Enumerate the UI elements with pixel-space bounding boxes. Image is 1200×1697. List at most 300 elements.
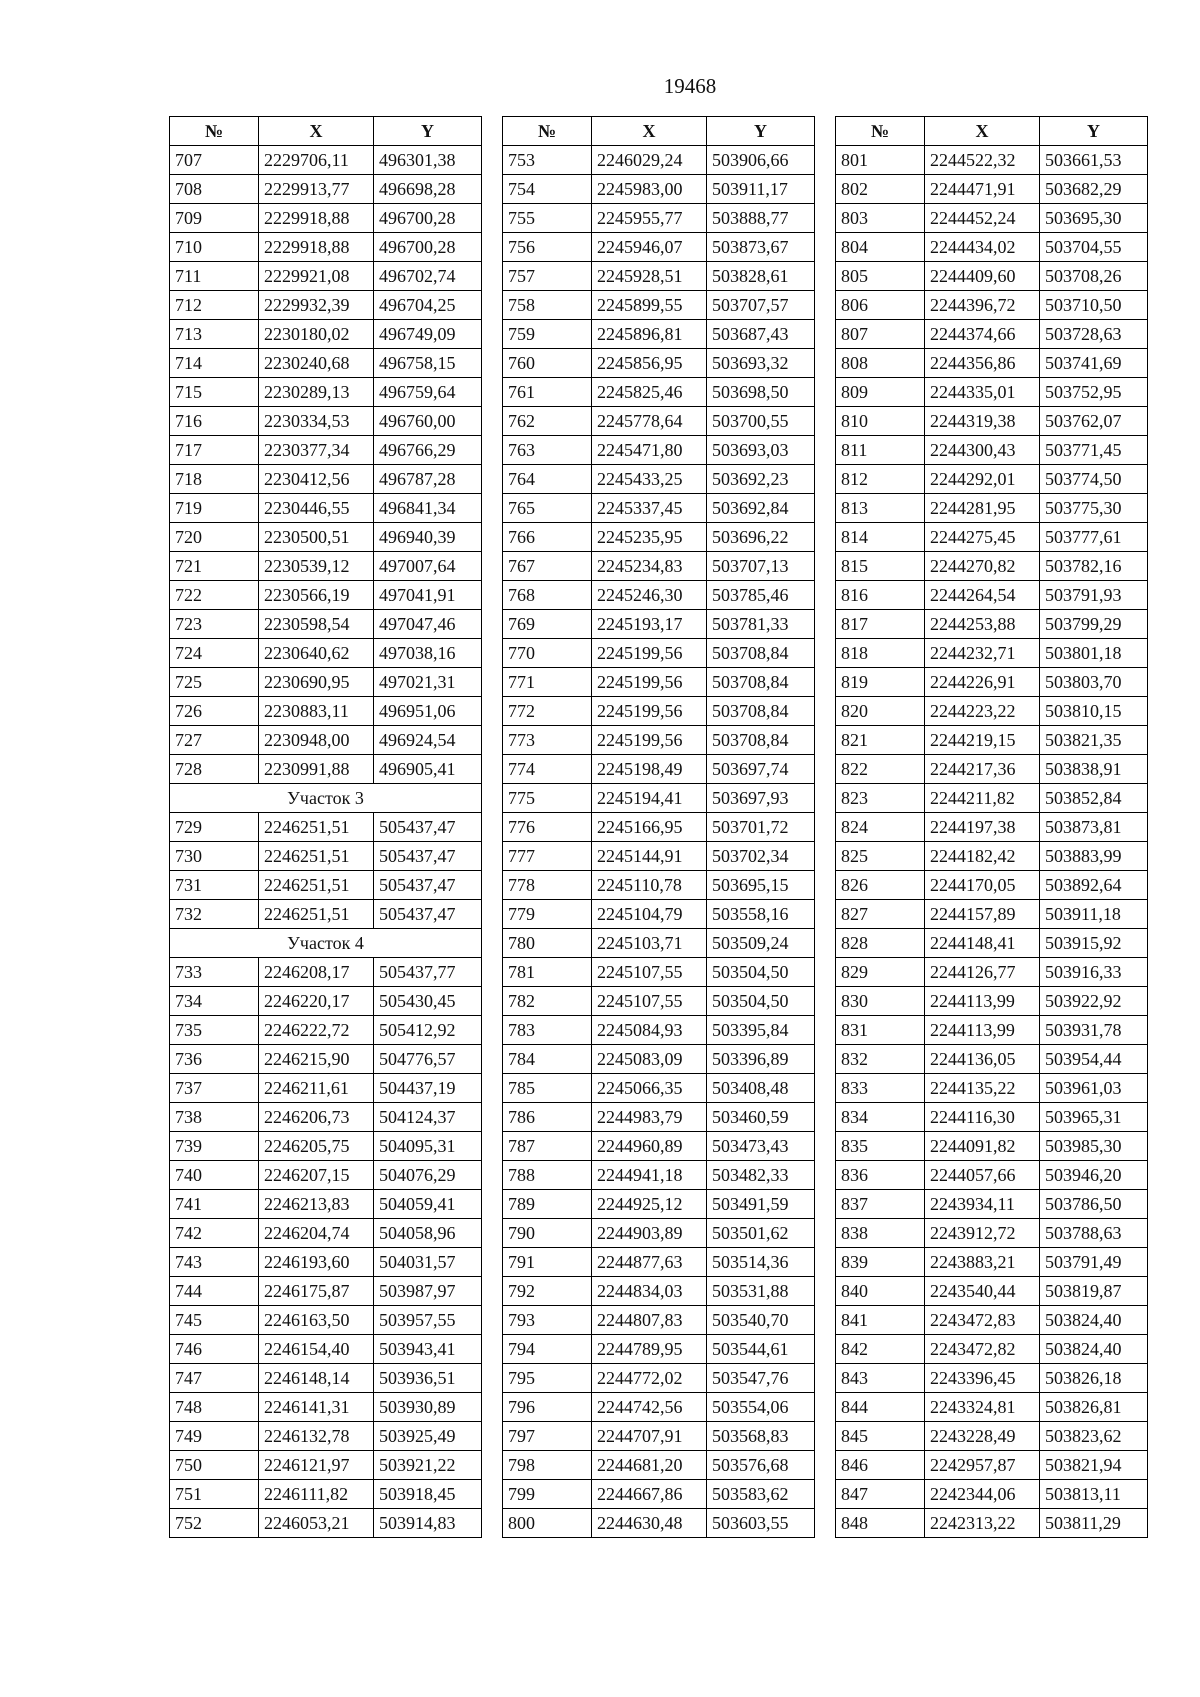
- x-coordinate-cell: 2246132,78: [259, 1422, 374, 1451]
- x-coordinate-cell: 2245144,91: [592, 842, 707, 871]
- point-number-cell: 812: [836, 465, 925, 494]
- table-row: [503, 262, 815, 291]
- point-number-cell: 763: [503, 436, 592, 465]
- x-coordinate-cell: 2245199,56: [592, 726, 707, 755]
- point-number-cell: 817: [836, 610, 925, 639]
- point-number-cell: 719: [170, 494, 259, 523]
- y-coordinate-cell: 503682,29: [1040, 175, 1148, 204]
- table-row: [503, 1422, 815, 1451]
- table-row: [170, 407, 482, 436]
- point-number-cell: 846: [836, 1451, 925, 1480]
- table-row: [170, 1277, 482, 1306]
- y-coordinate-cell: 503799,29: [1040, 610, 1148, 639]
- y-coordinate-cell: 503540,70: [707, 1306, 815, 1335]
- point-number-cell: 733: [170, 958, 259, 987]
- x-coordinate-cell: 2244807,83: [592, 1306, 707, 1335]
- table-row: [170, 1219, 482, 1248]
- table-row: [836, 1335, 1148, 1364]
- y-coordinate-cell: 503704,55: [1040, 233, 1148, 262]
- y-coordinate-cell: 503811,29: [1040, 1509, 1148, 1538]
- table-row: [503, 1161, 815, 1190]
- x-coordinate-cell: 2243228,49: [925, 1422, 1040, 1451]
- table-row: [503, 407, 815, 436]
- table-row: [503, 842, 815, 871]
- y-coordinate-cell: 503697,93: [707, 784, 815, 813]
- x-coordinate-cell: 2244197,38: [925, 813, 1040, 842]
- y-coordinate-cell: 503707,57: [707, 291, 815, 320]
- y-coordinate-cell: 503693,03: [707, 436, 815, 465]
- y-coordinate-cell: 503791,49: [1040, 1248, 1148, 1277]
- y-coordinate-cell: 503918,45: [374, 1480, 482, 1509]
- y-coordinate-cell: 503852,84: [1040, 784, 1148, 813]
- table-row: [503, 1335, 815, 1364]
- header-y: Y: [1040, 117, 1148, 146]
- point-number-cell: 770: [503, 639, 592, 668]
- x-coordinate-cell: 2244319,38: [925, 407, 1040, 436]
- x-coordinate-cell: 2244232,71: [925, 639, 1040, 668]
- x-coordinate-cell: 2245110,78: [592, 871, 707, 900]
- table-row: [170, 1393, 482, 1422]
- y-coordinate-cell: 503954,44: [1040, 1045, 1148, 1074]
- y-coordinate-cell: 503930,89: [374, 1393, 482, 1422]
- point-number-cell: 725: [170, 668, 259, 697]
- x-coordinate-cell: 2230289,13: [259, 378, 374, 407]
- point-number-cell: 840: [836, 1277, 925, 1306]
- table-row: [836, 1509, 1148, 1538]
- y-coordinate-cell: 496758,15: [374, 349, 482, 378]
- table-row: [503, 1451, 815, 1480]
- y-coordinate-cell: 503921,22: [374, 1451, 482, 1480]
- y-coordinate-cell: 503961,03: [1040, 1074, 1148, 1103]
- table-row: [503, 871, 815, 900]
- table-row: [503, 900, 815, 929]
- table-row: [836, 465, 1148, 494]
- table-row: [836, 610, 1148, 639]
- point-number-cell: 712: [170, 291, 259, 320]
- point-number-cell: 794: [503, 1335, 592, 1364]
- point-number-cell: 724: [170, 639, 259, 668]
- x-coordinate-cell: 2245199,56: [592, 639, 707, 668]
- point-number-cell: 717: [170, 436, 259, 465]
- y-coordinate-cell: 503491,59: [707, 1190, 815, 1219]
- table-row: [503, 291, 815, 320]
- point-number-cell: 777: [503, 842, 592, 871]
- point-number-cell: 834: [836, 1103, 925, 1132]
- y-coordinate-cell: 503708,84: [707, 697, 815, 726]
- table-row: [503, 146, 815, 175]
- point-number-cell: 731: [170, 871, 259, 900]
- y-coordinate-cell: 496787,28: [374, 465, 482, 494]
- point-number-cell: 813: [836, 494, 925, 523]
- table-row: [170, 610, 482, 639]
- x-coordinate-cell: 2244925,12: [592, 1190, 707, 1219]
- x-coordinate-cell: 2246251,51: [259, 871, 374, 900]
- table-row: [836, 639, 1148, 668]
- x-coordinate-cell: 2230991,88: [259, 755, 374, 784]
- y-coordinate-cell: 503965,31: [1040, 1103, 1148, 1132]
- section-title: Участок 4: [170, 929, 482, 958]
- x-coordinate-cell: 2245103,71: [592, 929, 707, 958]
- y-coordinate-cell: 504095,31: [374, 1132, 482, 1161]
- x-coordinate-cell: 2230500,51: [259, 523, 374, 552]
- table-row: [836, 1074, 1148, 1103]
- point-number-cell: 832: [836, 1045, 925, 1074]
- point-number-cell: 839: [836, 1248, 925, 1277]
- x-coordinate-cell: 2229918,88: [259, 233, 374, 262]
- y-coordinate-cell: 503791,93: [1040, 581, 1148, 610]
- y-coordinate-cell: 505437,77: [374, 958, 482, 987]
- point-number-cell: 819: [836, 668, 925, 697]
- y-coordinate-cell: 497041,91: [374, 581, 482, 610]
- y-coordinate-cell: 503695,15: [707, 871, 815, 900]
- y-coordinate-cell: 503531,88: [707, 1277, 815, 1306]
- point-number-cell: 815: [836, 552, 925, 581]
- x-coordinate-cell: 2230377,34: [259, 436, 374, 465]
- table-row: [503, 349, 815, 378]
- x-coordinate-cell: 2246163,50: [259, 1306, 374, 1335]
- table-row: [503, 726, 815, 755]
- y-coordinate-cell: 503547,76: [707, 1364, 815, 1393]
- y-coordinate-cell: 503911,17: [707, 175, 815, 204]
- table-row: [836, 146, 1148, 175]
- y-coordinate-cell: 503782,16: [1040, 552, 1148, 581]
- x-coordinate-cell: 2246211,61: [259, 1074, 374, 1103]
- table-row: [836, 262, 1148, 291]
- y-coordinate-cell: 503752,95: [1040, 378, 1148, 407]
- x-coordinate-cell: 2245778,64: [592, 407, 707, 436]
- table-row: [503, 987, 815, 1016]
- table-row: [836, 233, 1148, 262]
- x-coordinate-cell: 2230948,00: [259, 726, 374, 755]
- x-coordinate-cell: 2244281,95: [925, 494, 1040, 523]
- point-number-cell: 843: [836, 1364, 925, 1393]
- point-number-cell: 837: [836, 1190, 925, 1219]
- table-row: [170, 639, 482, 668]
- table-row: [503, 233, 815, 262]
- table-row: [170, 378, 482, 407]
- x-coordinate-cell: 2245235,95: [592, 523, 707, 552]
- table-row: [836, 204, 1148, 233]
- point-number-cell: 741: [170, 1190, 259, 1219]
- point-number-cell: 789: [503, 1190, 592, 1219]
- x-coordinate-cell: 2246251,51: [259, 900, 374, 929]
- header-number: №: [836, 117, 925, 146]
- point-number-cell: 799: [503, 1480, 592, 1509]
- table-row: [170, 581, 482, 610]
- point-number-cell: 711: [170, 262, 259, 291]
- point-number-cell: 714: [170, 349, 259, 378]
- page-number: 19468: [663, 74, 717, 98]
- point-number-cell: 782: [503, 987, 592, 1016]
- table-row: [836, 1045, 1148, 1074]
- y-coordinate-cell: 503826,81: [1040, 1393, 1148, 1422]
- y-coordinate-cell: 503915,92: [1040, 929, 1148, 958]
- point-number-cell: 748: [170, 1393, 259, 1422]
- point-number-cell: 768: [503, 581, 592, 610]
- x-coordinate-cell: 2245166,95: [592, 813, 707, 842]
- x-coordinate-cell: 2244292,01: [925, 465, 1040, 494]
- table-row: [836, 1161, 1148, 1190]
- x-coordinate-cell: 2229918,88: [259, 204, 374, 233]
- x-coordinate-cell: 2245337,45: [592, 494, 707, 523]
- x-coordinate-cell: 2243912,72: [925, 1219, 1040, 1248]
- point-number-cell: 809: [836, 378, 925, 407]
- x-coordinate-cell: 2230539,12: [259, 552, 374, 581]
- table-row: [836, 697, 1148, 726]
- point-number-cell: 716: [170, 407, 259, 436]
- y-coordinate-cell: 496700,28: [374, 233, 482, 262]
- y-coordinate-cell: 503914,83: [374, 1509, 482, 1538]
- x-coordinate-cell: 2245193,17: [592, 610, 707, 639]
- x-coordinate-cell: 2230180,02: [259, 320, 374, 349]
- table-row: [170, 1132, 482, 1161]
- point-number-cell: 797: [503, 1422, 592, 1451]
- point-number-cell: 755: [503, 204, 592, 233]
- table-row: [836, 929, 1148, 958]
- table-row: [836, 291, 1148, 320]
- point-number-cell: 726: [170, 697, 259, 726]
- y-coordinate-cell: 504031,57: [374, 1248, 482, 1277]
- x-coordinate-cell: 2245198,49: [592, 755, 707, 784]
- y-coordinate-cell: 503692,23: [707, 465, 815, 494]
- point-number-cell: 800: [503, 1509, 592, 1538]
- point-number-cell: 790: [503, 1219, 592, 1248]
- point-number-cell: 821: [836, 726, 925, 755]
- y-coordinate-cell: 504437,19: [374, 1074, 482, 1103]
- y-coordinate-cell: 496924,54: [374, 726, 482, 755]
- table-row: [170, 755, 482, 784]
- point-number-cell: 713: [170, 320, 259, 349]
- point-number-cell: 778: [503, 871, 592, 900]
- table-row: [836, 784, 1148, 813]
- point-number-cell: 831: [836, 1016, 925, 1045]
- x-coordinate-cell: 2246220,17: [259, 987, 374, 1016]
- table-row: [503, 523, 815, 552]
- x-coordinate-cell: 2246193,60: [259, 1248, 374, 1277]
- point-number-cell: 708: [170, 175, 259, 204]
- point-number-cell: 829: [836, 958, 925, 987]
- point-number-cell: 826: [836, 871, 925, 900]
- table-row: [170, 436, 482, 465]
- y-coordinate-cell: 503781,33: [707, 610, 815, 639]
- point-number-cell: 806: [836, 291, 925, 320]
- y-coordinate-cell: 503771,45: [1040, 436, 1148, 465]
- y-coordinate-cell: 496704,25: [374, 291, 482, 320]
- table-row: [503, 1219, 815, 1248]
- y-coordinate-cell: 497007,64: [374, 552, 482, 581]
- y-coordinate-cell: 503482,33: [707, 1161, 815, 1190]
- y-coordinate-cell: 505437,47: [374, 900, 482, 929]
- x-coordinate-cell: 2245471,80: [592, 436, 707, 465]
- y-coordinate-cell: 503823,62: [1040, 1422, 1148, 1451]
- point-number-cell: 767: [503, 552, 592, 581]
- x-coordinate-cell: 2244253,88: [925, 610, 1040, 639]
- y-coordinate-cell: 503698,50: [707, 378, 815, 407]
- table-row: [503, 813, 815, 842]
- x-coordinate-cell: 2244270,82: [925, 552, 1040, 581]
- y-coordinate-cell: 503544,61: [707, 1335, 815, 1364]
- point-number-cell: 773: [503, 726, 592, 755]
- point-number-cell: 804: [836, 233, 925, 262]
- x-coordinate-cell: 2246154,40: [259, 1335, 374, 1364]
- y-coordinate-cell: 503700,55: [707, 407, 815, 436]
- point-number-cell: 785: [503, 1074, 592, 1103]
- point-number-cell: 736: [170, 1045, 259, 1074]
- x-coordinate-cell: 2244275,45: [925, 523, 1040, 552]
- point-number-cell: 732: [170, 900, 259, 929]
- point-number-cell: 729: [170, 813, 259, 842]
- x-coordinate-cell: 2245246,30: [592, 581, 707, 610]
- table-row: [170, 668, 482, 697]
- y-coordinate-cell: 503985,30: [1040, 1132, 1148, 1161]
- header-x: X: [592, 117, 707, 146]
- y-coordinate-cell: 503813,11: [1040, 1480, 1148, 1509]
- coordinates-table-2: [502, 116, 815, 1538]
- point-number-cell: 753: [503, 146, 592, 175]
- point-number-cell: 772: [503, 697, 592, 726]
- point-number-cell: 743: [170, 1248, 259, 1277]
- point-number-cell: 847: [836, 1480, 925, 1509]
- x-coordinate-cell: 2246111,82: [259, 1480, 374, 1509]
- point-number-cell: 751: [170, 1480, 259, 1509]
- table-row: [836, 871, 1148, 900]
- x-coordinate-cell: 2244522,32: [925, 146, 1040, 175]
- point-number-cell: 820: [836, 697, 925, 726]
- point-number-cell: 760: [503, 349, 592, 378]
- point-number-cell: 765: [503, 494, 592, 523]
- y-coordinate-cell: 496951,06: [374, 697, 482, 726]
- point-number-cell: 774: [503, 755, 592, 784]
- x-coordinate-cell: 2243472,83: [925, 1306, 1040, 1335]
- x-coordinate-cell: 2246213,83: [259, 1190, 374, 1219]
- x-coordinate-cell: 2244834,03: [592, 1277, 707, 1306]
- table-row: [170, 1248, 482, 1277]
- y-coordinate-cell: 496759,64: [374, 378, 482, 407]
- point-number-cell: 824: [836, 813, 925, 842]
- point-number-cell: 827: [836, 900, 925, 929]
- y-coordinate-cell: 503710,50: [1040, 291, 1148, 320]
- table-row: [836, 552, 1148, 581]
- y-coordinate-cell: 503936,51: [374, 1364, 482, 1393]
- table-row: [170, 552, 482, 581]
- x-coordinate-cell: 2245104,79: [592, 900, 707, 929]
- table-row: [503, 668, 815, 697]
- point-number-cell: 737: [170, 1074, 259, 1103]
- point-number-cell: 784: [503, 1045, 592, 1074]
- x-coordinate-cell: 2230412,56: [259, 465, 374, 494]
- x-coordinate-cell: 2244667,86: [592, 1480, 707, 1509]
- point-number-cell: 816: [836, 581, 925, 610]
- x-coordinate-cell: 2243472,82: [925, 1335, 1040, 1364]
- point-number-cell: 759: [503, 320, 592, 349]
- point-number-cell: 750: [170, 1451, 259, 1480]
- table-row: [836, 1248, 1148, 1277]
- x-coordinate-cell: 2245083,09: [592, 1045, 707, 1074]
- y-coordinate-cell: 503819,87: [1040, 1277, 1148, 1306]
- point-number-cell: 740: [170, 1161, 259, 1190]
- x-coordinate-cell: 2230640,62: [259, 639, 374, 668]
- point-number-cell: 818: [836, 639, 925, 668]
- point-number-cell: 735: [170, 1016, 259, 1045]
- table-row: [503, 1364, 815, 1393]
- table-row: [836, 320, 1148, 349]
- y-coordinate-cell: 503774,50: [1040, 465, 1148, 494]
- y-coordinate-cell: 497038,16: [374, 639, 482, 668]
- table-row: [170, 1422, 482, 1451]
- x-coordinate-cell: 2246204,74: [259, 1219, 374, 1248]
- point-number-cell: 783: [503, 1016, 592, 1045]
- x-coordinate-cell: 2245066,35: [592, 1074, 707, 1103]
- point-number-cell: 710: [170, 233, 259, 262]
- x-coordinate-cell: 2244434,02: [925, 233, 1040, 262]
- x-coordinate-cell: 2244396,72: [925, 291, 1040, 320]
- y-coordinate-cell: 503558,16: [707, 900, 815, 929]
- point-number-cell: 744: [170, 1277, 259, 1306]
- y-coordinate-cell: 503824,40: [1040, 1335, 1148, 1364]
- point-number-cell: 791: [503, 1248, 592, 1277]
- y-coordinate-cell: 503821,94: [1040, 1451, 1148, 1480]
- y-coordinate-cell: 503707,13: [707, 552, 815, 581]
- table-row: [170, 900, 482, 929]
- x-coordinate-cell: 2244335,01: [925, 378, 1040, 407]
- y-coordinate-cell: 496905,41: [374, 755, 482, 784]
- table-row: [836, 900, 1148, 929]
- x-coordinate-cell: 2244057,66: [925, 1161, 1040, 1190]
- table-row: [836, 1219, 1148, 1248]
- table-row: [170, 349, 482, 378]
- table-row: [170, 494, 482, 523]
- x-coordinate-cell: 2243396,45: [925, 1364, 1040, 1393]
- y-coordinate-cell: 503708,26: [1040, 262, 1148, 291]
- point-number-cell: 811: [836, 436, 925, 465]
- table-row: [836, 175, 1148, 204]
- table-row: [836, 813, 1148, 842]
- x-coordinate-cell: 2230566,19: [259, 581, 374, 610]
- y-coordinate-cell: 503987,97: [374, 1277, 482, 1306]
- y-coordinate-cell: 504058,96: [374, 1219, 482, 1248]
- y-coordinate-cell: 503728,63: [1040, 320, 1148, 349]
- x-coordinate-cell: 2245107,55: [592, 958, 707, 987]
- x-coordinate-cell: 2244452,24: [925, 204, 1040, 233]
- y-coordinate-cell: 505437,47: [374, 842, 482, 871]
- table-row: [503, 1074, 815, 1103]
- x-coordinate-cell: 2242957,87: [925, 1451, 1040, 1480]
- x-coordinate-cell: 2245084,93: [592, 1016, 707, 1045]
- table-row: [836, 1016, 1148, 1045]
- y-coordinate-cell: 503838,91: [1040, 755, 1148, 784]
- x-coordinate-cell: 2244409,60: [925, 262, 1040, 291]
- point-number-cell: 838: [836, 1219, 925, 1248]
- point-number-cell: 749: [170, 1422, 259, 1451]
- x-coordinate-cell: 2230883,11: [259, 697, 374, 726]
- x-coordinate-cell: 2242344,06: [925, 1480, 1040, 1509]
- point-number-cell: 754: [503, 175, 592, 204]
- y-coordinate-cell: 503693,32: [707, 349, 815, 378]
- y-coordinate-cell: 496700,28: [374, 204, 482, 233]
- table-row: [170, 204, 482, 233]
- y-coordinate-cell: 503788,63: [1040, 1219, 1148, 1248]
- y-coordinate-cell: 503576,68: [707, 1451, 815, 1480]
- table-row: [503, 610, 815, 639]
- table-row: [503, 755, 815, 784]
- point-number-cell: 734: [170, 987, 259, 1016]
- y-coordinate-cell: 503514,36: [707, 1248, 815, 1277]
- y-coordinate-cell: 503821,35: [1040, 726, 1148, 755]
- point-number-cell: 808: [836, 349, 925, 378]
- y-coordinate-cell: 503925,49: [374, 1422, 482, 1451]
- table-row: [836, 1306, 1148, 1335]
- table-row: [836, 1393, 1148, 1422]
